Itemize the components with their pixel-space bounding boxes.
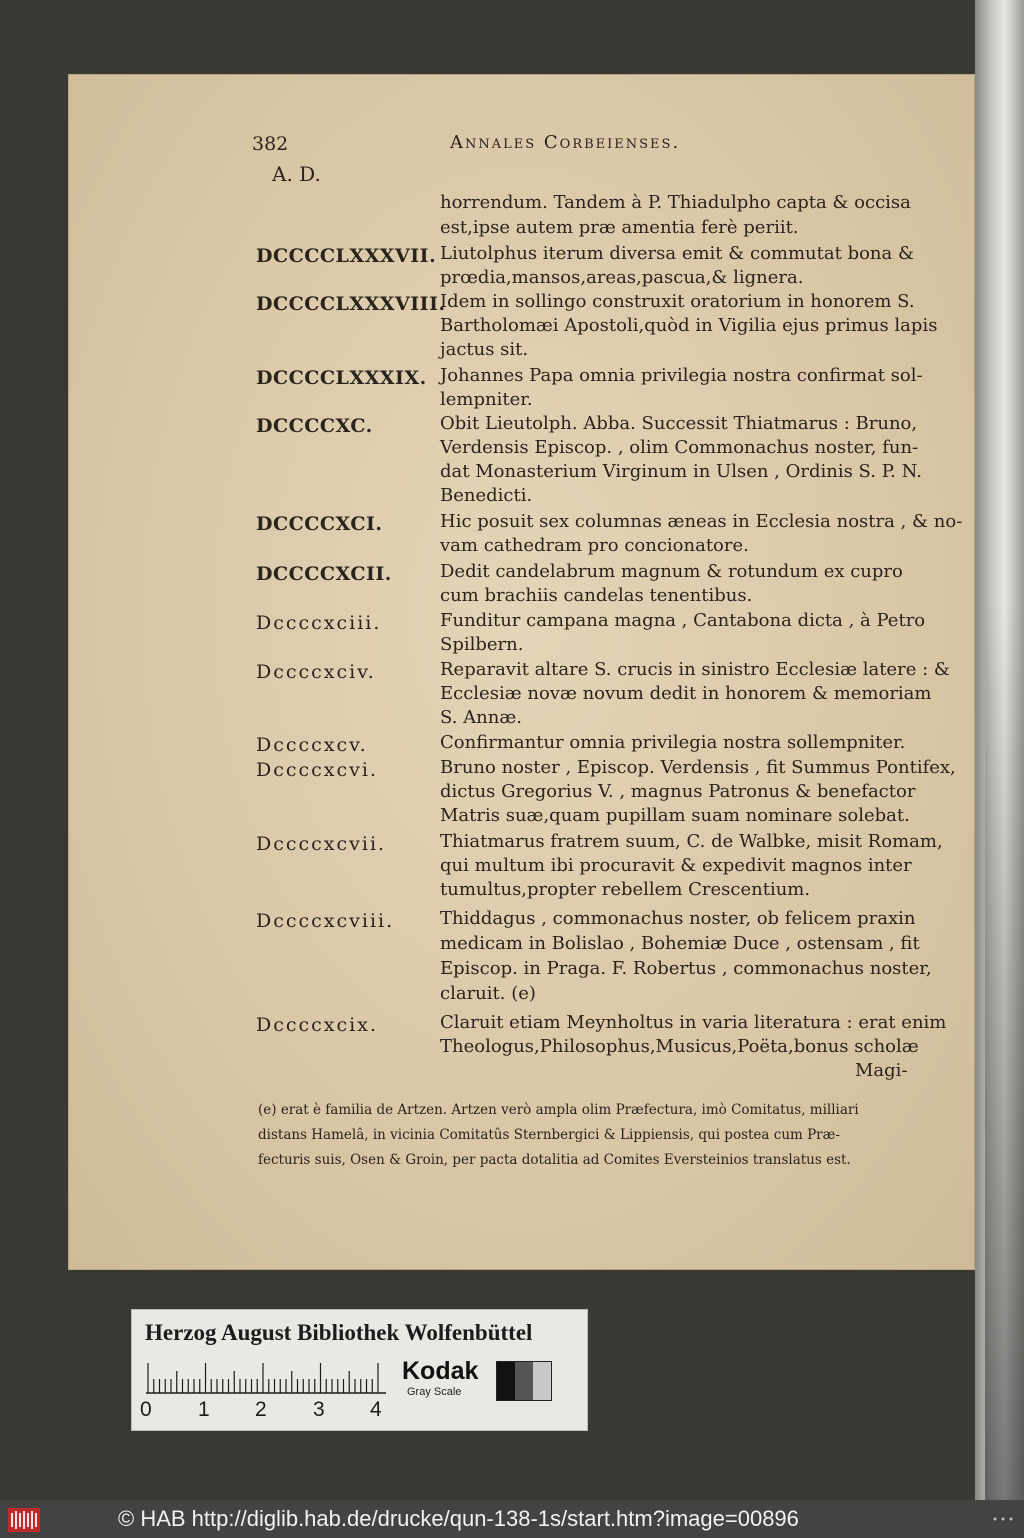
entry-year: Dccccxcviii. <box>256 910 395 932</box>
entry-line: Confirmantur omnia privilegia nostra sollempniter. <box>440 732 906 753</box>
book-edge-shadow <box>985 0 1024 1500</box>
entry-line: Theologus,Philosophus,Musicus,Poëta,bonus scholæ <box>440 1036 919 1057</box>
entry-year: DCCCCXCII. <box>256 563 392 585</box>
ruler-number: 3 <box>313 1398 325 1421</box>
more-options-icon[interactable] <box>992 1517 1014 1521</box>
hab-library-logo-icon[interactable] <box>8 1508 40 1532</box>
entry-line: medicam in Bolislao , Bohemiæ Duce , ostensam , fit <box>440 933 920 954</box>
ruler-number: 2 <box>255 1398 267 1421</box>
entry-year: Dccccxciv. <box>256 661 376 683</box>
entry-line: Magi- <box>855 1060 908 1081</box>
entry-line: tumultus,propter rebellem Crescentium. <box>440 879 811 900</box>
entry-year: DCCCCXC. <box>256 415 373 437</box>
entry-year: Dccccxcvii. <box>256 833 387 855</box>
footer-copyright-link[interactable]: © HAB http://diglib.hab.de/drucke/qun-138-1s/start.htm?image=00896 <box>118 1506 799 1531</box>
entry-line: Verdensis Episcop. , olim Commonachus noster, fun- <box>440 437 919 458</box>
ruler-number: 1 <box>198 1398 210 1421</box>
entry-line: Reparavit altare S. crucis in sinistro Ecclesiæ latere : & <box>440 659 950 680</box>
footnote-line: distans Hamelâ, in vicinia Comitatûs Sternbergici & Lippiensis, qui postea cum Præ- <box>258 1127 840 1143</box>
entry-line: Obit Lieutolph. Abba. Successit Thiatmarus : Bruno, <box>440 413 918 434</box>
entry-line: Ecclesiæ novæ novum dedit in honorem & memoriam <box>440 683 932 704</box>
kodak-brand: Kodak <box>402 1357 479 1385</box>
entry-year: DCCCCLXXXVII. <box>256 245 437 267</box>
entry-line: Funditur campana magna , Cantabona dicta , à Petro <box>440 610 926 631</box>
entry-year: DCCCCXCI. <box>256 513 383 535</box>
entry-line: qui multum ibi procuravit & expedivit magnos inter <box>440 855 912 876</box>
entry-line: claruit. (e) <box>440 983 536 1004</box>
entry-line: vam cathedram pro concionatore. <box>440 535 749 556</box>
entry-line: Matris suæ,quam pupillam suam nominare solebat. <box>440 805 910 826</box>
entry-line: dat Monasterium Virginum in Ulsen , Ordinis S. P. N. <box>440 461 922 482</box>
entry-line: Dedit candelabrum magnum & rotundum ex cupro <box>440 561 903 582</box>
entry-line: S. Annæ. <box>440 707 522 728</box>
entry-line: horrendum. Tandem à P. Thiadulpho capta & occisa <box>440 192 911 213</box>
entry-line: Bartholomæi Apostoli,quòd in Vigilia ejus primus lapis <box>440 315 938 336</box>
ruler-number: 4 <box>370 1398 382 1421</box>
entry-line: Liutolphus iterum diversa emit & commutat bona & <box>440 243 914 264</box>
page-number: 382 <box>252 133 289 155</box>
entry-line: Claruit etiam Meynholtus in varia literatura : erat enim <box>440 1012 947 1033</box>
entry-line: prœdia,mansos,areas,pascua,& lignera. <box>440 267 804 288</box>
column-label: A. D. <box>272 162 321 186</box>
entry-line: dictus Gregorius V. , magnus Patronus & benefactor <box>440 781 916 802</box>
entry-line: Thiddagus , commonachus noster, ob felicem praxin <box>440 908 916 929</box>
entry-year: DCCCCLXXXVIII. <box>256 293 446 315</box>
entry-year: Dccccxcix. <box>256 1014 378 1036</box>
entry-line: Idem in sollingo construxit oratorium in honorem S. <box>440 291 915 312</box>
footnote-line: (e) erat è familia de Artzen. Artzen verò ampla olim Præfectura, imò Comitatus, milliari <box>258 1102 859 1118</box>
footnote-line: fecturis suis, Osen & Groin, per pacta dotalitia ad Comites Eversteinios translatus est. <box>258 1152 851 1168</box>
card-institution: Herzog August Bibliothek Wolfenbüttel <box>145 1320 533 1345</box>
ruler-number: 0 <box>140 1398 152 1421</box>
entry-line: Spilbern. <box>440 634 524 655</box>
ruler-scale <box>146 1360 386 1394</box>
entry-year: DCCCCLXXXIX. <box>256 367 427 389</box>
entry-line: Johannes Papa omnia privilegia nostra confirmat sol- <box>440 365 923 386</box>
entry-line: Bruno noster , Episcop. Verdensis , fit Summus Pontifex, <box>440 757 956 778</box>
entry-year: Dccccxciii. <box>256 612 382 634</box>
entry-line: Episcop. in Praga. F. Robertus , commonachus noster, <box>440 958 932 979</box>
entry-line: Hic posuit sex columnas æneas in Ecclesia nostra , & no- <box>440 511 963 532</box>
entry-line: lempniter. <box>440 389 533 410</box>
gray-patch-frame <box>496 1361 552 1401</box>
entry-year: Dccccxcv. <box>256 734 368 756</box>
running-title: Annales Corbeienses. <box>450 132 681 153</box>
gray-scale-label: Gray Scale <box>407 1386 462 1398</box>
entry-line: Benedicti. <box>440 485 533 506</box>
entry-line: jactus sit. <box>440 339 529 360</box>
entry-line: est,ipse autem præ amentia ferè periit. <box>440 217 799 238</box>
entry-line: Thiatmarus fratrem suum, C. de Walbke, misit Romam, <box>440 831 943 852</box>
entry-year: Dccccxcvi. <box>256 759 379 781</box>
entry-line: cum brachiis candelas tenentibus. <box>440 585 753 606</box>
